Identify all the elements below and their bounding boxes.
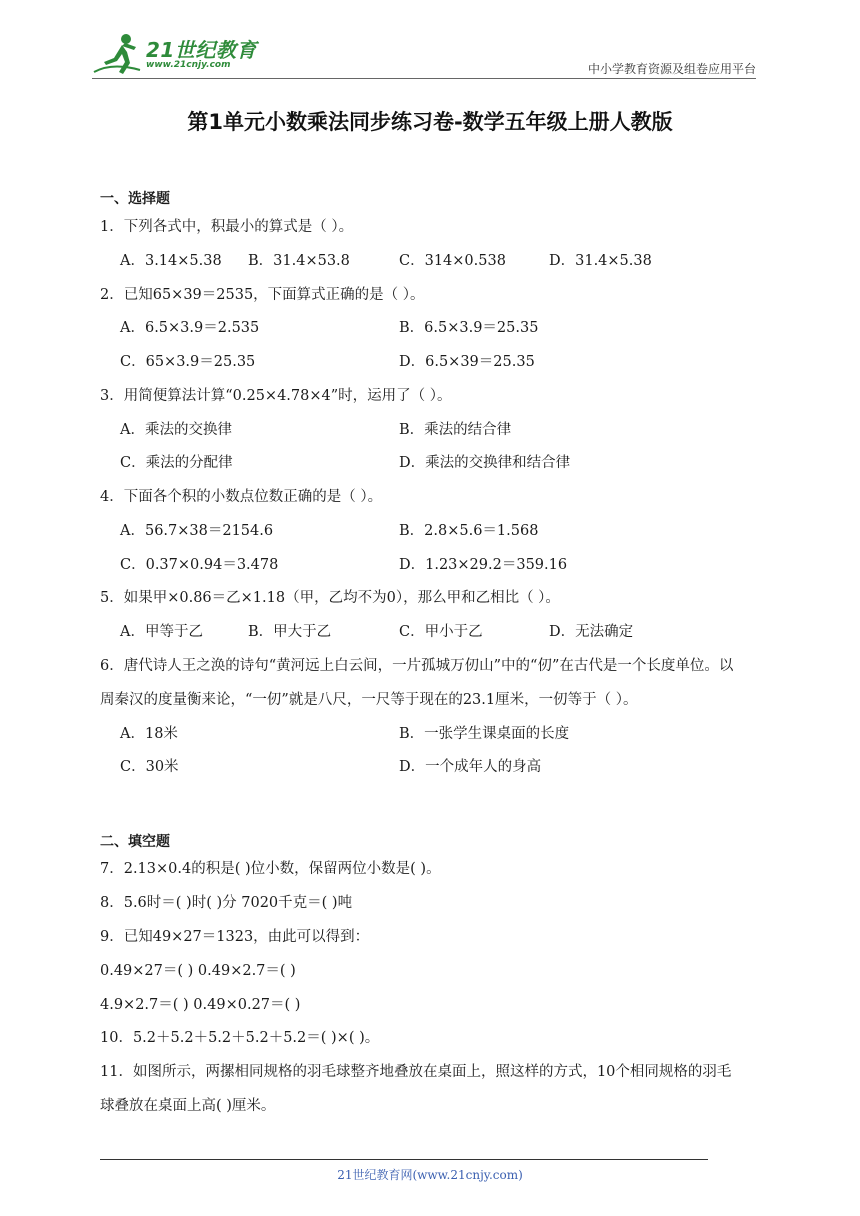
q2-option-c: C．65×3.9＝25.35 <box>120 354 256 370</box>
q3-option-d: D．乘法的交换律和结合律 <box>399 455 571 471</box>
q6-stem-line1: 6．唐代诗人王之涣的诗句“黄河远上白云间，一片孤城万仞山”中的“仞”在古代是一个长度单位。以 <box>100 658 734 674</box>
runner-logo-icon <box>92 32 144 78</box>
logo-url: www.21cnjy.com <box>146 60 231 70</box>
q4-option-d: D．1.23×29.2＝359.16 <box>399 557 568 573</box>
section-heading-choice: 一、选择题 <box>100 191 170 207</box>
q1-option-a: A．3.14×5.38 <box>120 253 222 269</box>
page-title: 第1单元小数乘法同步练习卷-数学五年级上册人教版 <box>187 110 673 134</box>
q1-option-d: D．31.4×5.38 <box>549 253 652 269</box>
q5-option-a: A．甲等于乙 <box>120 624 203 640</box>
q4-option-c: C．0.37×0.94＝3.478 <box>120 557 279 573</box>
q1-option-b: B．31.4×53.8 <box>248 253 350 269</box>
q3-stem: 3．用简便算法计算“0.25×4.78×4”时，运用了（ ）。 <box>100 388 452 404</box>
q5-option-d: D．无法确定 <box>549 624 634 640</box>
q3-option-c: C．乘法的分配律 <box>120 455 233 471</box>
q11-stem-line2: 球叠放在桌面上高( )厘米。 <box>100 1098 276 1114</box>
q9-line2: 4.9×2.7＝( ) 0.49×0.27＝( ) <box>100 997 301 1013</box>
q8-text: 8．5.6时＝( )时( )分 7020千克＝( )吨 <box>100 895 353 911</box>
logo-text: 21世纪教育 <box>146 38 257 62</box>
q11-stem-line1: 11．如图所示，两摞相同规格的羽毛球整齐地叠放在桌面上，照这样的方式，10个相同规格的羽毛 <box>100 1064 732 1080</box>
q2-stem: 2．已知65×39＝2535，下面算式正确的是（ ）。 <box>100 287 425 303</box>
q6-option-a: A．18米 <box>120 726 178 742</box>
q1-stem: 1．下列各式中，积最小的算式是（ ）。 <box>100 219 354 235</box>
section-heading-fill: 二、填空题 <box>100 834 170 850</box>
site-logo[interactable] <box>92 32 262 78</box>
q2-option-b: B．6.5×3.9＝25.35 <box>399 320 539 336</box>
q1-option-c: C．314×0.538 <box>399 253 506 269</box>
footer-divider <box>100 1159 708 1160</box>
page-header <box>0 0 860 80</box>
q6-option-d: D．一个成年人的身高 <box>399 759 542 775</box>
platform-label: 中小学教育资源及组卷应用平台 <box>587 62 756 76</box>
footer-link[interactable]: 21世纪教育网(www.21cnjy.com) <box>337 1168 523 1182</box>
q2-option-a: A．6.5×3.9＝2.535 <box>120 320 260 336</box>
q3-option-a: A．乘法的交换律 <box>120 422 232 438</box>
q4-option-b: B．2.8×5.6＝1.568 <box>399 523 539 539</box>
header-divider <box>92 78 756 79</box>
q4-option-a: A．56.7×38＝2154.6 <box>120 523 274 539</box>
q5-option-c: C．甲小于乙 <box>399 624 483 640</box>
q5-stem: 5．如果甲×0.86＝乙×1.18（甲，乙均不为0），那么甲和乙相比（ ）。 <box>100 590 560 606</box>
q5-option-b: B．甲大于乙 <box>248 624 332 640</box>
q9-line1: 0.49×27＝( ) 0.49×2.7＝( ) <box>100 963 296 979</box>
q4-stem: 4．下面各个积的小数点位数正确的是（ ）。 <box>100 489 383 505</box>
q9-stem: 9．已知49×27＝1323，由此可以得到： <box>100 929 370 945</box>
q3-option-b: B．乘法的结合律 <box>399 422 512 438</box>
q6-stem-line2: 周秦汉的度量衡来论，“一仞”就是八尺，一尺等于现在的23.1厘米，一仞等于（ ）。 <box>100 692 638 708</box>
q6-option-b: B．一张学生课桌面的长度 <box>399 726 570 742</box>
q2-option-d: D．6.5×39＝25.35 <box>399 354 535 370</box>
q7-text: 7．2.13×0.4的积是( )位小数，保留两位小数是( )。 <box>100 861 441 877</box>
q10-text: 10．5.2＋5.2＋5.2＋5.2＋5.2＝( )×( )。 <box>100 1030 380 1046</box>
q6-option-c: C．30米 <box>120 759 179 775</box>
